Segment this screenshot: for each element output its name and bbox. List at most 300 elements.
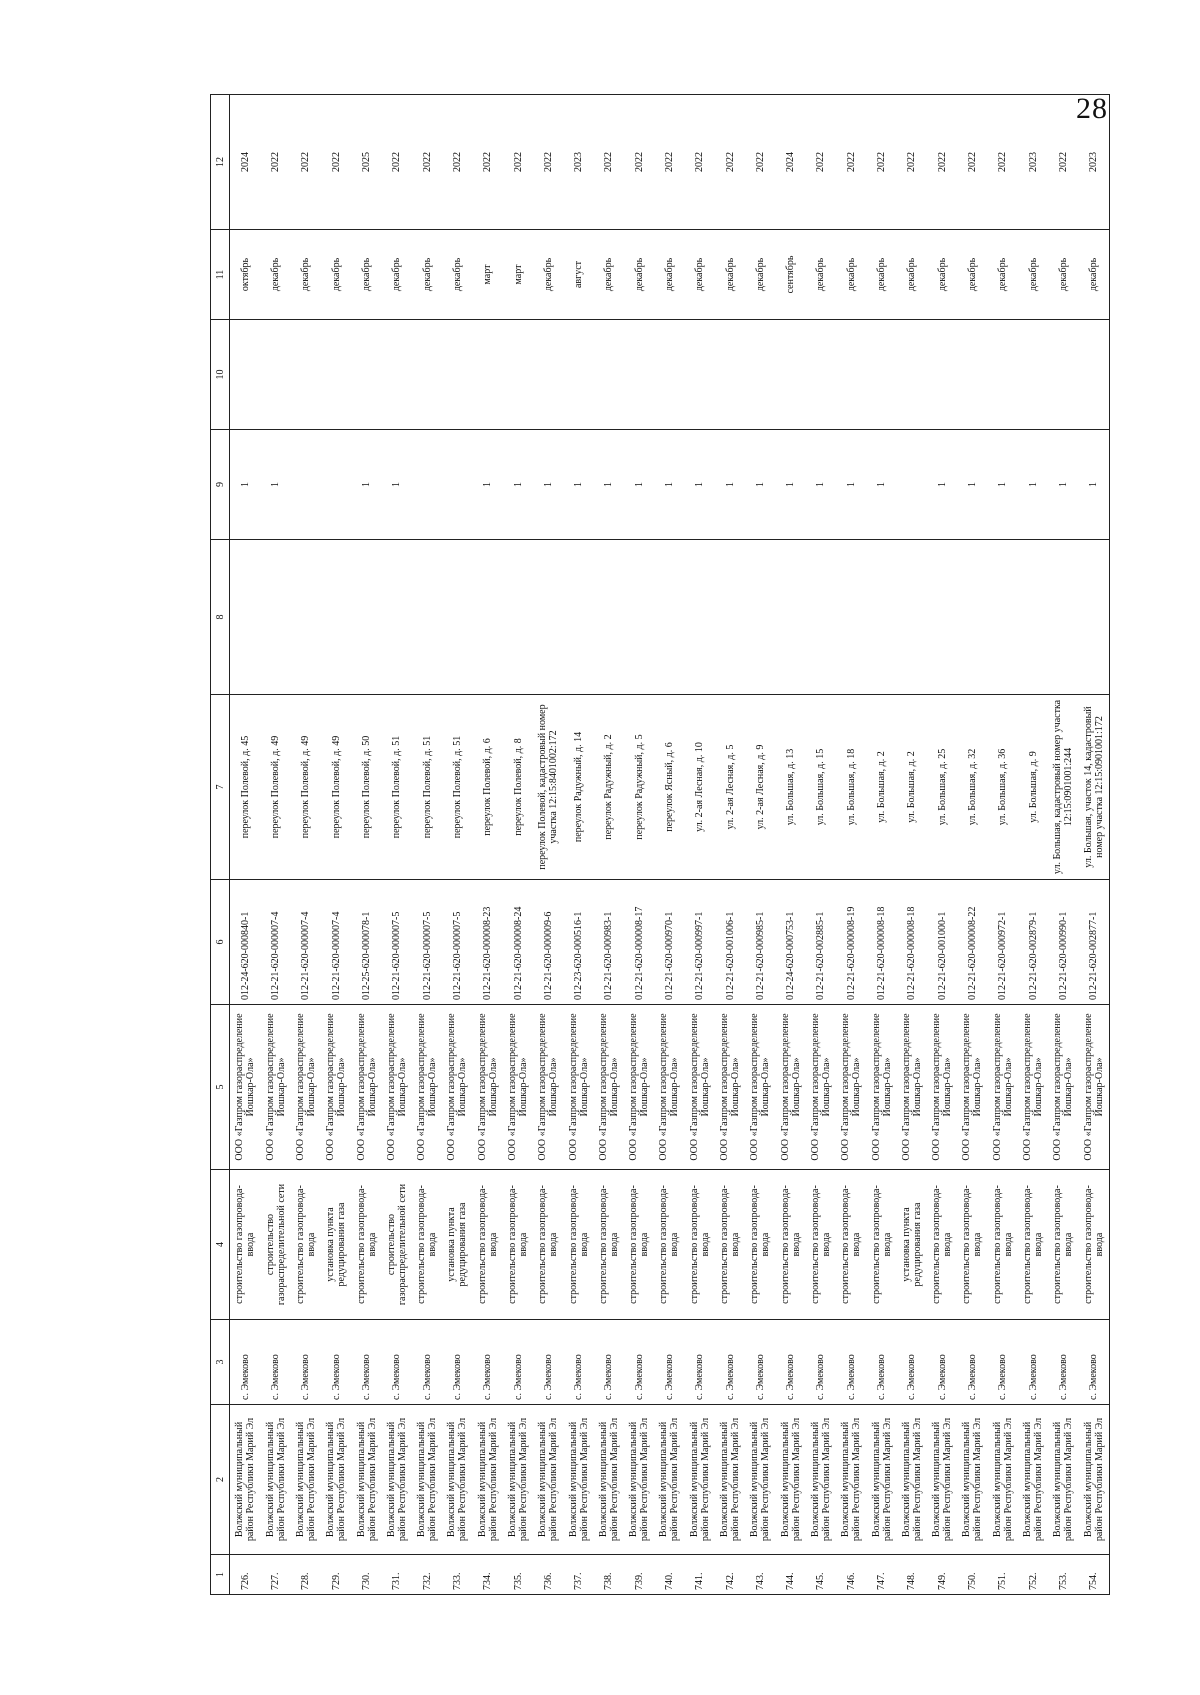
code-cell: 012-21-620-000007-4 <box>291 880 321 1005</box>
column-header-5: 5 <box>211 1005 230 1170</box>
column-10-cell <box>927 320 957 430</box>
village-cell: с. Эмеково <box>988 1320 1018 1405</box>
row-number: 740. <box>654 1555 684 1595</box>
table-row <box>685 95 715 1595</box>
year-cell: 2023 <box>563 95 593 230</box>
code-cell: 012-21-620-000007-4 <box>260 880 290 1005</box>
column-8-cell <box>533 540 563 695</box>
row-number: 742. <box>715 1555 745 1595</box>
column-9-cell: 1 <box>745 430 775 540</box>
organization-cell: ООО «Газпром газораспределение Йошкар-Ола» <box>988 1005 1018 1170</box>
organization-cell: ООО «Газпром газораспределение Йошкар-Ола» <box>866 1005 896 1170</box>
district-cell: Волжский муниципальный район Республики Марий Эл <box>1079 1405 1110 1555</box>
column-10-cell <box>260 320 290 430</box>
year-cell: 2022 <box>473 95 503 230</box>
column-header-2: 2 <box>211 1405 230 1555</box>
village-cell: с. Эмеково <box>927 1320 957 1405</box>
column-10-cell <box>473 320 503 430</box>
code-cell: 012-21-620-000007-4 <box>321 880 351 1005</box>
district-cell: Волжский муниципальный район Республики Марий Эл <box>291 1405 321 1555</box>
code-cell: 012-21-620-002879-1 <box>1018 880 1048 1005</box>
address-cell: ул. Большая, кадастровый номер участка 12:15:0901001:244 <box>1048 695 1078 880</box>
column-8-cell <box>745 540 775 695</box>
column-9-cell: 1 <box>260 430 290 540</box>
row-number: 754. <box>1079 1555 1110 1595</box>
table-row <box>654 95 684 1595</box>
table-row <box>412 95 442 1595</box>
district-cell: Волжский муниципальный район Республики Марий Эл <box>624 1405 654 1555</box>
row-number: 741. <box>685 1555 715 1595</box>
work-type-cell: установка пункта редуцирования газа <box>442 1170 472 1320</box>
column-10-cell <box>291 320 321 430</box>
year-cell: 2022 <box>291 95 321 230</box>
month-cell: декабрь <box>382 230 412 320</box>
code-cell: 012-21-620-000008-23 <box>473 880 503 1005</box>
address-cell: ул. Большая, д. 36 <box>988 695 1018 880</box>
column-9-cell: 1 <box>806 430 836 540</box>
address-cell: ул. 2-ая Лесная, д. 5 <box>715 695 745 880</box>
village-cell: с. Эмеково <box>776 1320 806 1405</box>
work-type-cell: строительство газопровода-ввода <box>685 1170 715 1320</box>
column-8-cell <box>897 540 927 695</box>
village-cell: с. Эмеково <box>260 1320 290 1405</box>
work-type-cell: строительство газопровода-ввода <box>1079 1170 1110 1320</box>
table-row <box>957 95 987 1595</box>
row-number: 730. <box>351 1555 381 1595</box>
organization-cell: ООО «Газпром газораспределение Йошкар-Ола» <box>473 1005 503 1170</box>
row-number: 749. <box>927 1555 957 1595</box>
column-8-cell <box>1079 540 1110 695</box>
district-cell: Волжский муниципальный район Республики Марий Эл <box>866 1405 896 1555</box>
table-row <box>351 95 381 1595</box>
table-row <box>291 95 321 1595</box>
village-cell: с. Эмеково <box>866 1320 896 1405</box>
organization-cell: ООО «Газпром газораспределение Йошкар-Ола» <box>927 1005 957 1170</box>
year-cell: 2022 <box>866 95 896 230</box>
column-10-cell <box>776 320 806 430</box>
village-cell: с. Эмеково <box>382 1320 412 1405</box>
year-cell: 2022 <box>442 95 472 230</box>
column-9-cell <box>291 430 321 540</box>
table-row <box>715 95 745 1595</box>
village-cell: с. Эмеково <box>745 1320 775 1405</box>
code-cell: 012-21-620-000008-18 <box>866 880 896 1005</box>
month-cell: декабрь <box>291 230 321 320</box>
village-cell: с. Эмеково <box>715 1320 745 1405</box>
organization-cell: ООО «Газпром газораспределение Йошкар-Ола» <box>442 1005 472 1170</box>
column-9-cell: 1 <box>594 430 624 540</box>
district-cell: Волжский муниципальный район Республики Марий Эл <box>776 1405 806 1555</box>
month-cell: декабрь <box>260 230 290 320</box>
column-header-7: 7 <box>211 695 230 880</box>
column-8-cell <box>230 540 261 695</box>
district-cell: Волжский муниципальный район Республики Марий Эл <box>654 1405 684 1555</box>
organization-cell: ООО «Газпром газораспределение Йошкар-Ола» <box>897 1005 927 1170</box>
table-row <box>897 95 927 1595</box>
district-cell: Волжский муниципальный район Республики Марий Эл <box>1018 1405 1048 1555</box>
column-9-cell <box>442 430 472 540</box>
table-row <box>563 95 593 1595</box>
district-cell: Волжский муниципальный район Республики Марий Эл <box>715 1405 745 1555</box>
village-cell: с. Эмеково <box>957 1320 987 1405</box>
column-9-cell: 1 <box>473 430 503 540</box>
table-row <box>442 95 472 1595</box>
column-8-cell <box>624 540 654 695</box>
address-cell: ул. Большая, д. 2 <box>897 695 927 880</box>
column-8-cell <box>291 540 321 695</box>
year-cell: 2022 <box>260 95 290 230</box>
address-cell: переулок Радужный, д. 14 <box>563 695 593 880</box>
table-row <box>503 95 533 1595</box>
address-cell: ул. Большая, участок 14, кадастровый номер участка 12:15:0901001:172 <box>1079 695 1110 880</box>
address-cell: переулок Полевой, д. 50 <box>351 695 381 880</box>
column-9-cell: 1 <box>957 430 987 540</box>
organization-cell: ООО «Газпром газораспределение Йошкар-Ола» <box>533 1005 563 1170</box>
column-9-cell: 1 <box>927 430 957 540</box>
column-header-8: 8 <box>211 540 230 695</box>
month-cell: декабрь <box>594 230 624 320</box>
column-10-cell <box>806 320 836 430</box>
column-9-cell <box>412 430 442 540</box>
address-cell: ул. 2-ая Лесная, д. 10 <box>685 695 715 880</box>
work-type-cell: строительство газопровода-ввода <box>745 1170 775 1320</box>
organization-cell: ООО «Газпром газораспределение Йошкар-Ола» <box>806 1005 836 1170</box>
work-type-cell: строительство газопровода-ввода <box>776 1170 806 1320</box>
month-cell: декабрь <box>442 230 472 320</box>
column-9-cell: 1 <box>776 430 806 540</box>
column-header-1: 1 <box>211 1555 230 1595</box>
row-number: 726. <box>230 1555 261 1595</box>
code-cell: 012-21-620-000972-1 <box>988 880 1018 1005</box>
organization-cell: ООО «Газпром газораспределение Йошкар-Ола» <box>594 1005 624 1170</box>
year-cell: 2023 <box>1079 95 1110 230</box>
row-number: 727. <box>260 1555 290 1595</box>
work-type-cell: строительство газопровода-ввода <box>836 1170 866 1320</box>
column-8-cell <box>382 540 412 695</box>
row-number: 747. <box>866 1555 896 1595</box>
year-cell: 2022 <box>624 95 654 230</box>
year-cell: 2022 <box>503 95 533 230</box>
column-8-cell <box>563 540 593 695</box>
column-9-cell: 1 <box>624 430 654 540</box>
column-8-cell <box>473 540 503 695</box>
row-number: 745. <box>806 1555 836 1595</box>
village-cell: с. Эмеково <box>321 1320 351 1405</box>
district-cell: Волжский муниципальный район Республики Марий Эл <box>503 1405 533 1555</box>
table-row <box>806 95 836 1595</box>
year-cell: 2022 <box>685 95 715 230</box>
work-type-cell: строительство газопровода-ввода <box>654 1170 684 1320</box>
month-cell: сентябрь <box>776 230 806 320</box>
month-cell: декабрь <box>1079 230 1110 320</box>
month-cell: декабрь <box>745 230 775 320</box>
work-type-cell: строительство газопровода-ввода <box>957 1170 987 1320</box>
code-cell: 012-23-620-000516-1 <box>563 880 593 1005</box>
address-cell: ул. Большая, д. 9 <box>1018 695 1048 880</box>
village-cell: с. Эмеково <box>806 1320 836 1405</box>
village-cell: с. Эмеково <box>473 1320 503 1405</box>
column-10-cell <box>836 320 866 430</box>
row-number: 739. <box>624 1555 654 1595</box>
address-cell: переулок Полевой, кадастровый номер участка 12:15:8401002:172 <box>533 695 563 880</box>
address-cell: ул. Большая, д. 2 <box>866 695 896 880</box>
column-header-9: 9 <box>211 430 230 540</box>
village-cell: с. Эмеково <box>412 1320 442 1405</box>
gasification-schedule-table <box>210 94 1110 1595</box>
address-cell: переулок Полевой, д. 8 <box>503 695 533 880</box>
organization-cell: ООО «Газпром газораспределение Йошкар-Ола» <box>503 1005 533 1170</box>
district-cell: Волжский муниципальный район Республики Марий Эл <box>594 1405 624 1555</box>
table-row <box>594 95 624 1595</box>
work-type-cell: строительство газопровода-ввода <box>1048 1170 1078 1320</box>
district-cell: Волжский муниципальный район Республики Марий Эл <box>1048 1405 1078 1555</box>
table-row <box>321 95 351 1595</box>
row-number: 728. <box>291 1555 321 1595</box>
column-9-cell: 1 <box>533 430 563 540</box>
organization-cell: ООО «Газпром газораспределение Йошкар-Ола» <box>624 1005 654 1170</box>
organization-cell: ООО «Газпром газораспределение Йошкар-Ола» <box>351 1005 381 1170</box>
work-type-cell: строительство газопровода-ввода <box>412 1170 442 1320</box>
column-8-cell <box>594 540 624 695</box>
district-cell: Волжский муниципальный район Республики Марий Эл <box>442 1405 472 1555</box>
address-cell: переулок Радужный, д. 2 <box>594 695 624 880</box>
column-10-cell <box>382 320 412 430</box>
work-type-cell: установка пункта редуцирования газа <box>897 1170 927 1320</box>
header-row <box>211 95 230 1595</box>
column-8-cell <box>442 540 472 695</box>
row-number: 750. <box>957 1555 987 1595</box>
column-header-3: 3 <box>211 1320 230 1405</box>
table-row <box>745 95 775 1595</box>
row-number: 732. <box>412 1555 442 1595</box>
month-cell: декабрь <box>533 230 563 320</box>
work-type-cell: строительство газопровода-ввода <box>563 1170 593 1320</box>
month-cell: декабрь <box>654 230 684 320</box>
month-cell: декабрь <box>351 230 381 320</box>
year-cell: 2022 <box>412 95 442 230</box>
table-row <box>260 95 290 1595</box>
column-8-cell <box>715 540 745 695</box>
row-number: 729. <box>321 1555 351 1595</box>
year-cell: 2024 <box>230 95 261 230</box>
column-9-cell: 1 <box>503 430 533 540</box>
work-type-cell: строительство газопровода-ввода <box>291 1170 321 1320</box>
row-number: 744. <box>776 1555 806 1595</box>
organization-cell: ООО «Газпром газораспределение Йошкар-Ола» <box>321 1005 351 1170</box>
district-cell: Волжский муниципальный район Республики Марий Эл <box>230 1405 261 1555</box>
table-row <box>533 95 563 1595</box>
village-cell: с. Эмеково <box>533 1320 563 1405</box>
row-number: 735. <box>503 1555 533 1595</box>
village-cell: с. Эмеково <box>897 1320 927 1405</box>
year-cell: 2022 <box>988 95 1018 230</box>
address-cell: ул. Большая, д. 15 <box>806 695 836 880</box>
work-type-cell: строительство газопровода-ввода <box>624 1170 654 1320</box>
district-cell: Волжский муниципальный район Республики Марий Эл <box>382 1405 412 1555</box>
row-number: 743. <box>745 1555 775 1595</box>
organization-cell: ООО «Газпром газораспределение Йошкар-Ола» <box>1048 1005 1078 1170</box>
address-cell: переулок Полевой, д. 51 <box>382 695 412 880</box>
month-cell: декабрь <box>715 230 745 320</box>
code-cell: 012-21-620-000009-6 <box>533 880 563 1005</box>
month-cell: декабрь <box>957 230 987 320</box>
organization-cell: ООО «Газпром газораспределение Йошкар-Ола» <box>957 1005 987 1170</box>
address-cell: ул. Большая, д. 25 <box>927 695 957 880</box>
year-cell: 2024 <box>776 95 806 230</box>
row-number: 751. <box>988 1555 1018 1595</box>
organization-cell: ООО «Газпром газораспределение Йошкар-Ола» <box>563 1005 593 1170</box>
column-8-cell <box>503 540 533 695</box>
row-number: 736. <box>533 1555 563 1595</box>
work-type-cell: строительство газопровода-ввода <box>715 1170 745 1320</box>
district-cell: Волжский муниципальный район Республики Марий Эл <box>897 1405 927 1555</box>
column-10-cell <box>654 320 684 430</box>
column-10-cell <box>321 320 351 430</box>
year-cell: 2022 <box>806 95 836 230</box>
column-9-cell: 1 <box>866 430 896 540</box>
organization-cell: ООО «Газпром газораспределение Йошкар-Ола» <box>654 1005 684 1170</box>
village-cell: с. Эмеково <box>1018 1320 1048 1405</box>
work-type-cell: строительство газораспределительной сети <box>260 1170 290 1320</box>
district-cell: Волжский муниципальный район Республики Марий Эл <box>351 1405 381 1555</box>
organization-cell: ООО «Газпром газораспределение Йошкар-Ола» <box>685 1005 715 1170</box>
table-row <box>1048 95 1078 1595</box>
row-number: 738. <box>594 1555 624 1595</box>
code-cell: 012-21-620-001000-1 <box>927 880 957 1005</box>
organization-cell: ООО «Газпром газораспределение Йошкар-Ола» <box>836 1005 866 1170</box>
village-cell: с. Эмеково <box>351 1320 381 1405</box>
code-cell: 012-25-620-000078-1 <box>351 880 381 1005</box>
address-cell: ул. 2-ая Лесная, д. 9 <box>745 695 775 880</box>
column-9-cell: 1 <box>654 430 684 540</box>
column-8-cell <box>321 540 351 695</box>
column-10-cell <box>442 320 472 430</box>
row-number: 737. <box>563 1555 593 1595</box>
column-8-cell <box>260 540 290 695</box>
month-cell: декабрь <box>806 230 836 320</box>
column-8-cell <box>776 540 806 695</box>
column-9-cell: 1 <box>382 430 412 540</box>
column-9-cell: 1 <box>836 430 866 540</box>
code-cell: 012-24-620-000840-1 <box>230 880 261 1005</box>
year-cell: 2022 <box>533 95 563 230</box>
column-10-cell <box>230 320 261 430</box>
work-type-cell: строительство газопровода-ввода <box>866 1170 896 1320</box>
code-cell: 012-21-620-000997-1 <box>685 880 715 1005</box>
year-cell: 2022 <box>957 95 987 230</box>
address-cell: переулок Радужный, д. 5 <box>624 695 654 880</box>
district-cell: Волжский муниципальный район Республики Марий Эл <box>321 1405 351 1555</box>
organization-cell: ООО «Газпром газораспределение Йошкар-Ола» <box>1018 1005 1048 1170</box>
organization-cell: ООО «Газпром газораспределение Йошкар-Ола» <box>382 1005 412 1170</box>
year-cell: 2022 <box>382 95 412 230</box>
column-10-cell <box>1048 320 1078 430</box>
column-8-cell <box>866 540 896 695</box>
table-row <box>624 95 654 1595</box>
work-type-cell: строительство газопровода-ввода <box>927 1170 957 1320</box>
year-cell: 2022 <box>594 95 624 230</box>
table-row <box>473 95 503 1595</box>
month-cell: август <box>563 230 593 320</box>
village-cell: с. Эмеково <box>836 1320 866 1405</box>
district-cell: Волжский муниципальный район Республики Марий Эл <box>563 1405 593 1555</box>
code-cell: 012-24-620-000753-1 <box>776 880 806 1005</box>
village-cell: с. Эмеково <box>654 1320 684 1405</box>
address-cell: ул. Большая, д. 13 <box>776 695 806 880</box>
district-cell: Волжский муниципальный район Республики Марий Эл <box>745 1405 775 1555</box>
table-row <box>1079 95 1110 1595</box>
district-cell: Волжский муниципальный район Республики Марий Эл <box>260 1405 290 1555</box>
work-type-cell: строительство газопровода-ввода <box>533 1170 563 1320</box>
column-header-10: 10 <box>211 320 230 430</box>
address-cell: переулок Полевой, д. 45 <box>230 695 261 880</box>
code-cell: 012-21-620-000990-1 <box>1048 880 1078 1005</box>
column-header-6: 6 <box>211 880 230 1005</box>
month-cell: декабрь <box>836 230 866 320</box>
district-cell: Волжский муниципальный район Республики Марий Эл <box>927 1405 957 1555</box>
year-cell: 2023 <box>1018 95 1048 230</box>
table-row <box>836 95 866 1595</box>
column-8-cell <box>412 540 442 695</box>
month-cell: октябрь <box>230 230 261 320</box>
column-10-cell <box>715 320 745 430</box>
column-9-cell: 1 <box>563 430 593 540</box>
year-cell: 2022 <box>836 95 866 230</box>
column-10-cell <box>685 320 715 430</box>
address-cell: ул. Большая, д. 18 <box>836 695 866 880</box>
column-10-cell <box>866 320 896 430</box>
code-cell: 012-21-620-002885-1 <box>806 880 836 1005</box>
village-cell: с. Эмеково <box>291 1320 321 1405</box>
column-10-cell <box>412 320 442 430</box>
address-cell: ул. Большая, д. 32 <box>957 695 987 880</box>
code-cell: 012-21-620-000007-5 <box>442 880 472 1005</box>
column-9-cell: 1 <box>351 430 381 540</box>
page-number: 28 <box>1076 92 1108 125</box>
month-cell: декабрь <box>412 230 442 320</box>
code-cell: 012-21-620-000008-18 <box>897 880 927 1005</box>
address-cell: переулок Полевой, д. 49 <box>260 695 290 880</box>
column-10-cell <box>1018 320 1048 430</box>
month-cell: декабрь <box>1048 230 1078 320</box>
code-cell: 012-21-620-000008-24 <box>503 880 533 1005</box>
column-8-cell <box>1048 540 1078 695</box>
table-row <box>776 95 806 1595</box>
district-cell: Волжский муниципальный район Республики Марий Эл <box>412 1405 442 1555</box>
address-cell: переулок Полевой, д. 51 <box>412 695 442 880</box>
organization-cell: ООО «Газпром газораспределение Йошкар-Ола» <box>260 1005 290 1170</box>
column-10-cell <box>624 320 654 430</box>
code-cell: 012-21-620-000983-1 <box>594 880 624 1005</box>
column-header-11: 11 <box>211 230 230 320</box>
organization-cell: ООО «Газпром газораспределение Йошкар-Ола» <box>776 1005 806 1170</box>
table-row <box>382 95 412 1595</box>
column-9-cell <box>897 430 927 540</box>
work-type-cell: строительство газопровода-ввода <box>351 1170 381 1320</box>
work-type-cell: строительство газопровода-ввода <box>806 1170 836 1320</box>
column-8-cell <box>806 540 836 695</box>
column-9-cell: 1 <box>1048 430 1078 540</box>
column-8-cell <box>927 540 957 695</box>
district-cell: Волжский муниципальный район Республики Марий Эл <box>473 1405 503 1555</box>
column-9-cell: 1 <box>988 430 1018 540</box>
row-number: 748. <box>897 1555 927 1595</box>
village-cell: с. Эмеково <box>442 1320 472 1405</box>
column-10-cell <box>503 320 533 430</box>
district-cell: Волжский муниципальный район Республики Марий Эл <box>806 1405 836 1555</box>
year-cell: 2022 <box>927 95 957 230</box>
village-cell: с. Эмеково <box>1048 1320 1078 1405</box>
